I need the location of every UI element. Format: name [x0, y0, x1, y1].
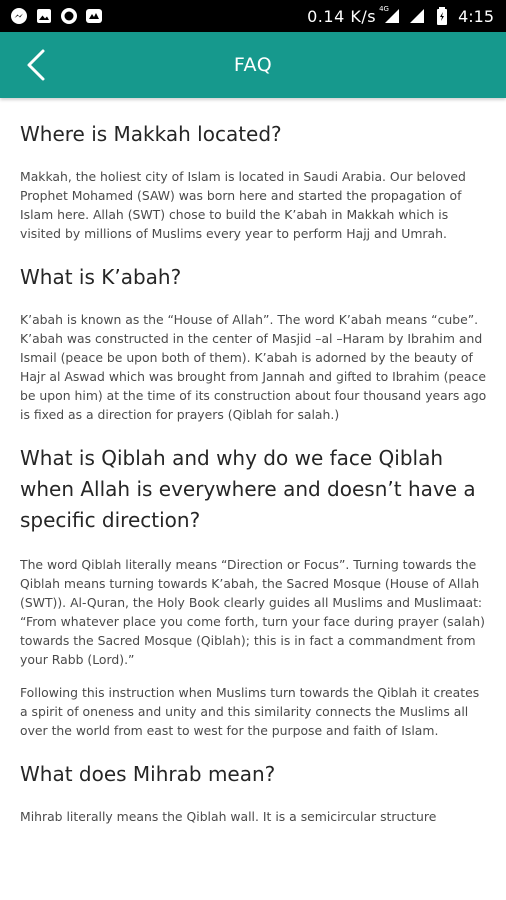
page-title: FAQ [233, 54, 273, 76]
faq-content[interactable] [20, 98, 490, 900]
faq-item [20, 424, 490, 740]
faq-answer: Makkah, the holiest city of Islam is located in Saudi Arabia. Our beloved Prophet Mohamed (SAW) was born here and started the propagation of Islam here. Allah (SWT) chose to build the K’abah in Makkah which is visited by millions of Muslims every year to perform Hajj and Umrah. [20, 169, 466, 241]
faq-item [20, 740, 490, 826]
clock: 4:15 [458, 6, 494, 26]
faq-answer: The word Qiblah literally means “Direction or Focus”. Turning towards the Qiblah means turning towards K’abah, the Sacred Mosque (House of Allah (SWT)). Al-Quran, the Holy Book clearly guides all Muslims and Muslimaat: “From whatever place you come forth, turn your face during prayer (salah) towards the Sacred Mosque (Qiblah); this is in fact a commandment from your Rabb (Lord).” [20, 557, 485, 667]
network-speed: 0.14 K/s [307, 6, 377, 26]
faq-answer: Following this instruction when Muslims turn towards the Qiblah it creates a spirit of oneness and unity and this similarity connects the Muslims all over the world from east to west for the purpose and faith of Islam. [20, 685, 480, 738]
battery-icon [433, 7, 451, 25]
record-icon [60, 7, 78, 25]
signal-label: 4G [379, 5, 389, 13]
faq-item [20, 98, 490, 243]
faq-question: What is Qiblah and why do we face Qiblah when Allah is everywhere and doesn’t have a specific direction? [20, 446, 476, 532]
faq-answer: K’abah is known as the “House of Allah”. The word K’abah means “cube”. K’abah was constructed in the center of Masjid –al –Haram by Ibrahim and Ismail (peace be upon both of them). K’abah is adorned by the beauty of Hajr al Aswad which was brought from Jannah and gifted to Ibrahim (peace be upon him) at the time of its construction about four thousand years ago is fixed as a direction for prayers (Qiblah for salah.) [20, 312, 487, 422]
status-bar [0, 0, 506, 32]
faq-question: What is K’abah? [20, 265, 182, 289]
notification-icons [10, 7, 103, 25]
cloud-icon [85, 7, 103, 25]
faq-question: What does Mihrab mean? [20, 762, 276, 786]
image-icon [35, 7, 53, 25]
signal-icon [379, 5, 401, 25]
messenger-icon [10, 7, 28, 25]
faq-item [20, 243, 490, 424]
system-status [307, 7, 494, 26]
faq-answer: Mihrab literally means the Qiblah wall. It is a semicircular structure [20, 809, 437, 824]
app-bar [0, 32, 506, 98]
wifi-icon [408, 7, 426, 25]
faq-question: Where is Makkah located? [20, 122, 282, 146]
